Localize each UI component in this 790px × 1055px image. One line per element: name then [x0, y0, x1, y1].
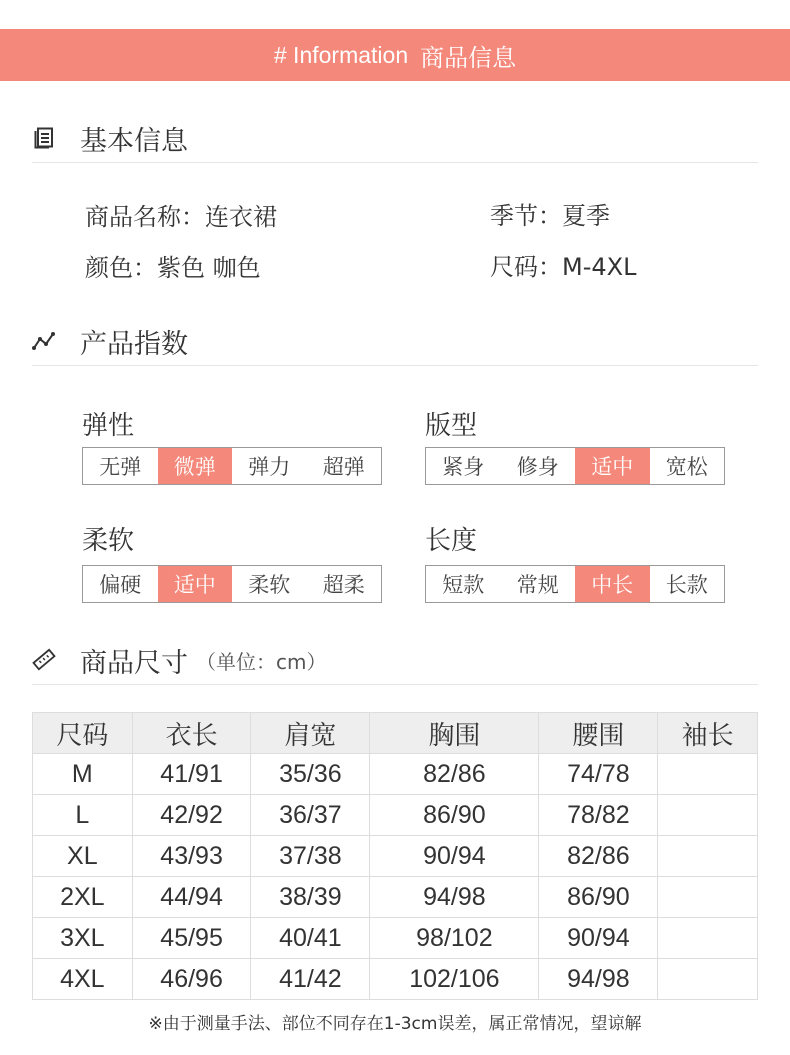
ruler-icon	[32, 648, 56, 672]
table-cell: 74/78	[539, 754, 658, 795]
banner-en-title: # Information	[273, 41, 409, 68]
table-cell: 45/95	[132, 918, 251, 959]
table-row	[33, 754, 758, 795]
table-cell: 4XL	[33, 959, 133, 1000]
scale-option: 弹力	[248, 455, 291, 479]
table-cell	[658, 754, 758, 795]
size-table	[32, 712, 758, 1000]
product-color: 颜色：紫色 咖色	[85, 254, 261, 282]
table-cell: 42/92	[132, 795, 251, 836]
scale-option: 柔软	[248, 573, 291, 597]
scale-option: 短款	[442, 573, 485, 597]
table-cell: 2XL	[33, 877, 133, 918]
table-header-row	[33, 713, 758, 754]
scale-option-selected: 适中	[158, 566, 233, 602]
table-cell: 82/86	[370, 754, 539, 795]
table-cell: 3XL	[33, 918, 133, 959]
scale-option: 紧身	[442, 455, 485, 479]
section-index-title: 产品指数	[80, 328, 188, 360]
column-header: 肩宽	[251, 713, 370, 754]
section-basic-header	[32, 122, 758, 163]
table-cell: 35/36	[251, 754, 370, 795]
table-cell: 44/94	[132, 877, 251, 918]
scale-option: 宽松	[665, 455, 708, 479]
table-row	[33, 918, 758, 959]
size-unit: （单位：cm）	[196, 649, 327, 674]
elasticity-label: 弹性	[82, 411, 135, 441]
product-size-range: 尺码：M-4XL	[490, 253, 637, 281]
table-cell	[658, 836, 758, 877]
section-basic-title: 基本信息	[80, 125, 188, 157]
column-header: 袖长	[658, 713, 758, 754]
column-header: 衣长	[132, 713, 251, 754]
scale-option-selected: 中长	[575, 566, 650, 602]
table-cell: 78/82	[539, 795, 658, 836]
measurement-footnote: ※由于测量手法、部位不同存在1-3cm误差，属正常情况，望谅解	[148, 1014, 642, 1034]
table-cell	[658, 795, 758, 836]
table-cell: 86/90	[539, 877, 658, 918]
column-header: 尺码	[33, 713, 133, 754]
table-cell	[658, 877, 758, 918]
table-row	[33, 877, 758, 918]
table-cell: 94/98	[539, 959, 658, 1000]
scale-option: 无弹	[99, 455, 142, 479]
table-cell: 98/102	[370, 918, 539, 959]
product-season: 季节：夏季	[490, 202, 610, 230]
table-row	[33, 959, 758, 1000]
table-row	[33, 836, 758, 877]
table-cell: 38/39	[251, 877, 370, 918]
fit-scale	[425, 447, 725, 485]
elasticity-scale	[82, 447, 382, 485]
column-header: 胸围	[370, 713, 539, 754]
banner-cn-title: 商品信息	[420, 43, 517, 72]
table-cell: 41/42	[251, 959, 370, 1000]
table-cell	[658, 959, 758, 1000]
table-cell: M	[33, 754, 133, 795]
softness-label: 柔软	[82, 526, 135, 556]
table-cell: 86/90	[370, 795, 539, 836]
fit-label: 版型	[425, 411, 478, 441]
scale-option: 常规	[516, 573, 559, 597]
scale-option-selected: 适中	[575, 448, 650, 484]
table-cell: 46/96	[132, 959, 251, 1000]
scale-option: 超柔	[322, 573, 365, 597]
scale-option: 超弹	[322, 455, 365, 479]
column-header: 腰围	[539, 713, 658, 754]
section-size-header	[32, 644, 758, 685]
table-cell: L	[33, 795, 133, 836]
table-cell: XL	[33, 836, 133, 877]
scale-option: 修身	[516, 455, 559, 479]
length-scale	[425, 565, 725, 603]
table-cell: 90/94	[370, 836, 539, 877]
length-label: 长度	[425, 526, 478, 556]
product-name: 商品名称：连衣裙	[85, 203, 277, 231]
table-cell: 82/86	[539, 836, 658, 877]
table-row	[33, 795, 758, 836]
table-cell: 36/37	[251, 795, 370, 836]
table-cell: 102/106	[370, 959, 539, 1000]
section-size-title: 商品尺寸	[80, 647, 188, 679]
table-cell: 41/91	[132, 754, 251, 795]
scale-option: 偏硬	[99, 573, 142, 597]
table-cell: 37/38	[251, 836, 370, 877]
table-cell: 94/98	[370, 877, 539, 918]
line-chart-icon	[32, 329, 56, 353]
table-cell: 43/93	[132, 836, 251, 877]
softness-scale	[82, 565, 382, 603]
info-banner	[0, 29, 790, 81]
table-cell: 40/41	[251, 918, 370, 959]
scale-option: 长款	[665, 573, 708, 597]
table-cell: 90/94	[539, 918, 658, 959]
document-list-icon	[32, 126, 56, 150]
table-cell	[658, 918, 758, 959]
section-index-header	[32, 325, 758, 366]
scale-option-selected: 微弹	[158, 448, 233, 484]
